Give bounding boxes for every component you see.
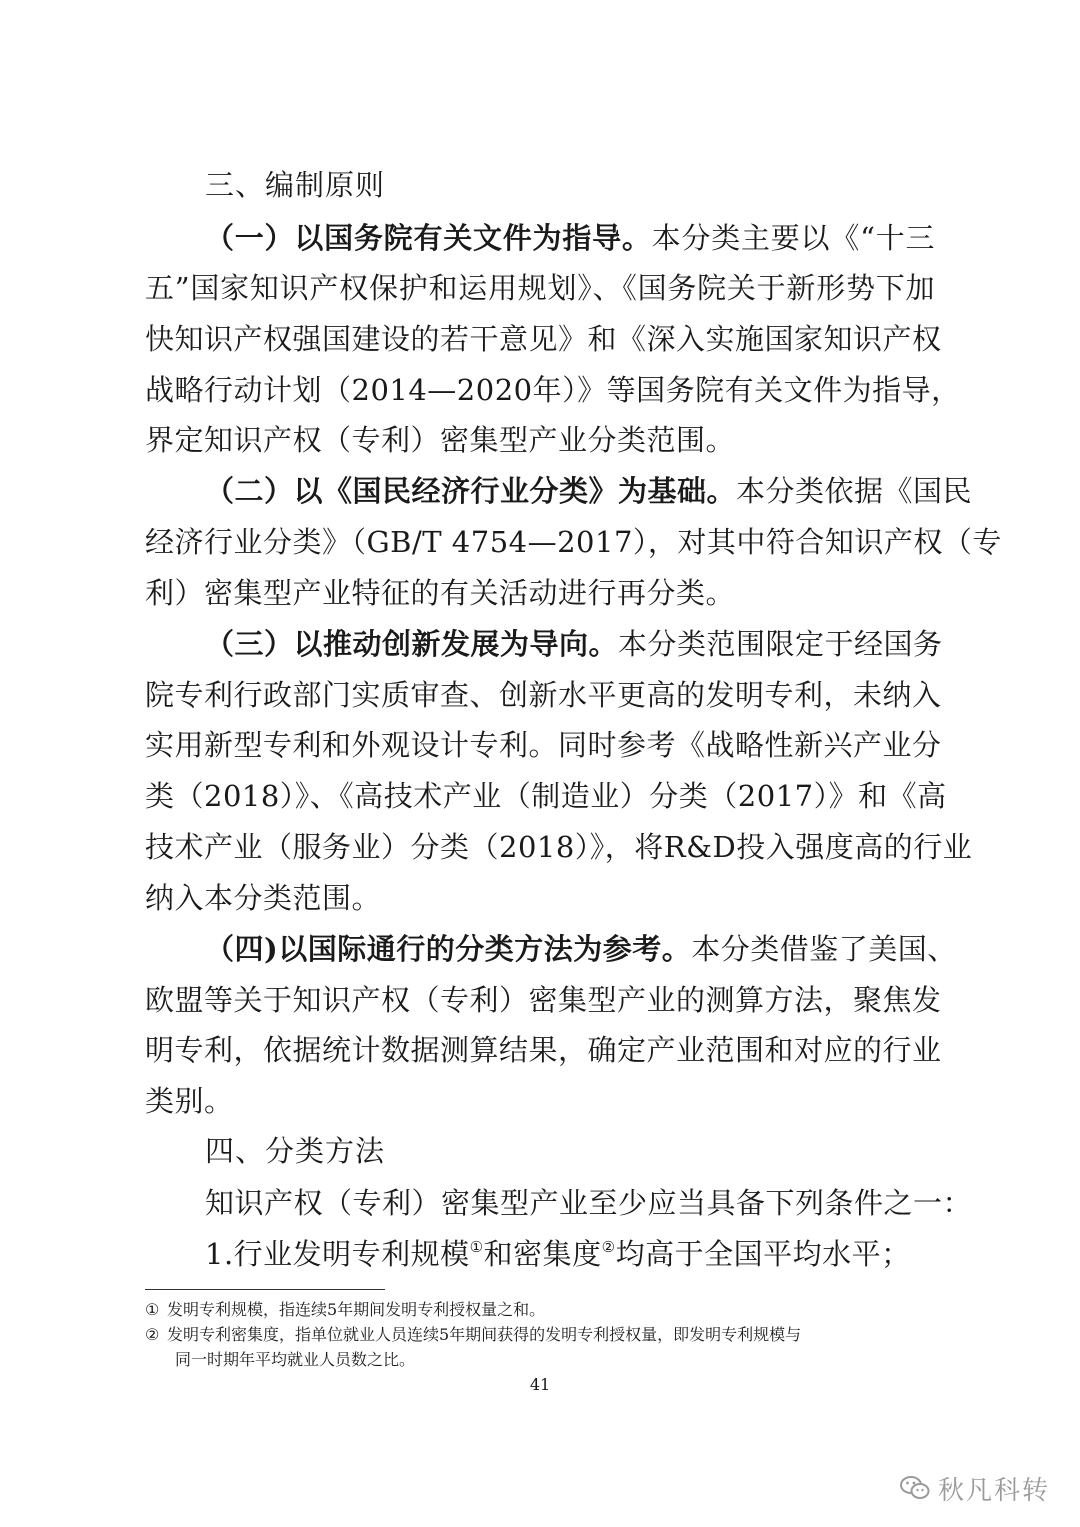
section-heading-4: 四、分类方法 — [205, 1134, 386, 1168]
footnote-2-continuation: 同一时期年平均就业人员数之比。 — [175, 1350, 416, 1369]
watermark — [900, 1468, 1050, 1508]
paragraph-3-line-2: 院专利行政部门实质审查、创新水平更高的发明专利，未纳入 — [145, 678, 942, 712]
paragraph-4-line-4: 类别。 — [145, 1084, 234, 1118]
paragraph-1-line-1: （一）以国务院有关文件为指导。本分类主要以《“十三 — [205, 221, 935, 255]
paragraph-3-line-3: 实用新型专利和外观设计专利。同时参考《战略性新兴产业分 — [145, 728, 942, 762]
paragraph-2-lead: （二）以《国民经济行业分类》为基础。 — [205, 474, 737, 508]
paragraph-4-line-2: 欧盟等关于知识产权（专利）密集型产业的测算方法，聚焦发 — [145, 983, 942, 1017]
paragraph-1-line-5: 界定知识产权（专利）密集型产业分类范围。 — [145, 423, 736, 457]
footnote-1: ① 发明专利规模，指连续5年期间发明专利授权量之和。 — [145, 1300, 546, 1319]
paragraph-1-line-3: 快知识产权强国建设的若干意见》和《深入实施国家知识产权 — [145, 322, 942, 356]
paragraph-3-lead: （三）以推动创新发展为导向。 — [205, 627, 619, 661]
footnote-divider — [145, 1289, 385, 1290]
paragraph-4-lead: （四)以国际通行的分类方法为参考。 — [205, 932, 692, 966]
paragraph-1-line-4: 战略行动计划（2014—2020年）》等国务院有关文件为指导， — [145, 373, 961, 407]
paragraph-3-line-4: 类（2018）》、《高技术产业（制造业）分类（2017）》和《高 — [145, 779, 947, 813]
paragraph-2-line-1: （二）以《国民经济行业分类》为基础。本分类依据《国民 — [205, 474, 973, 508]
page-number: 41 — [529, 1375, 551, 1394]
paragraph-1-lead: （一）以国务院有关文件为指导。 — [205, 221, 652, 255]
footnote-ref-1: ① — [469, 1238, 484, 1256]
section-4-intro: 知识产权（专利）密集型产业至少应当具备下列条件之一： — [205, 1186, 973, 1220]
paragraph-4-line-3: 明专利，依据统计数据测算结果，确定产业范围和对应的行业 — [145, 1033, 942, 1067]
watermark-text: 秋凡科转 — [937, 1475, 1050, 1506]
wechat-icon — [900, 1475, 930, 1501]
paragraph-1-line-2: 五”国家知识产权保护和运用规划》、《国务院关于新形势下加 — [145, 271, 935, 305]
section-4-item-1: 1.行业发明专利规模①和密集度②均高于全国平均水平； — [205, 1237, 911, 1271]
footnote-2: ② 发明专利密集度，指单位就业人员连续5年期间获得的发明专利授权量，即发明专利规模与 — [145, 1325, 802, 1344]
paragraph-3-line-5: 技术产业（服务业）分类（2018）》，将R&D投入强度高的行业 — [145, 830, 973, 864]
paragraph-2-line-2: 经济行业分类》（GB/T 4754—2017），对其中符合知识产权（专 — [145, 525, 1002, 559]
paragraph-2-line-3: 利）密集型产业特征的有关活动进行再分类。 — [145, 576, 736, 610]
paragraph-4-line-1: （四)以国际通行的分类方法为参考。本分类借鉴了美国、 — [205, 932, 957, 966]
paragraph-3-line-6: 纳入本分类范围。 — [145, 881, 382, 915]
section-heading-3: 三、编制原则 — [205, 168, 386, 202]
footnote-ref-2: ② — [601, 1238, 616, 1256]
paragraph-3-line-1: （三）以推动创新发展为导向。本分类范围限定于经国务 — [205, 627, 943, 661]
